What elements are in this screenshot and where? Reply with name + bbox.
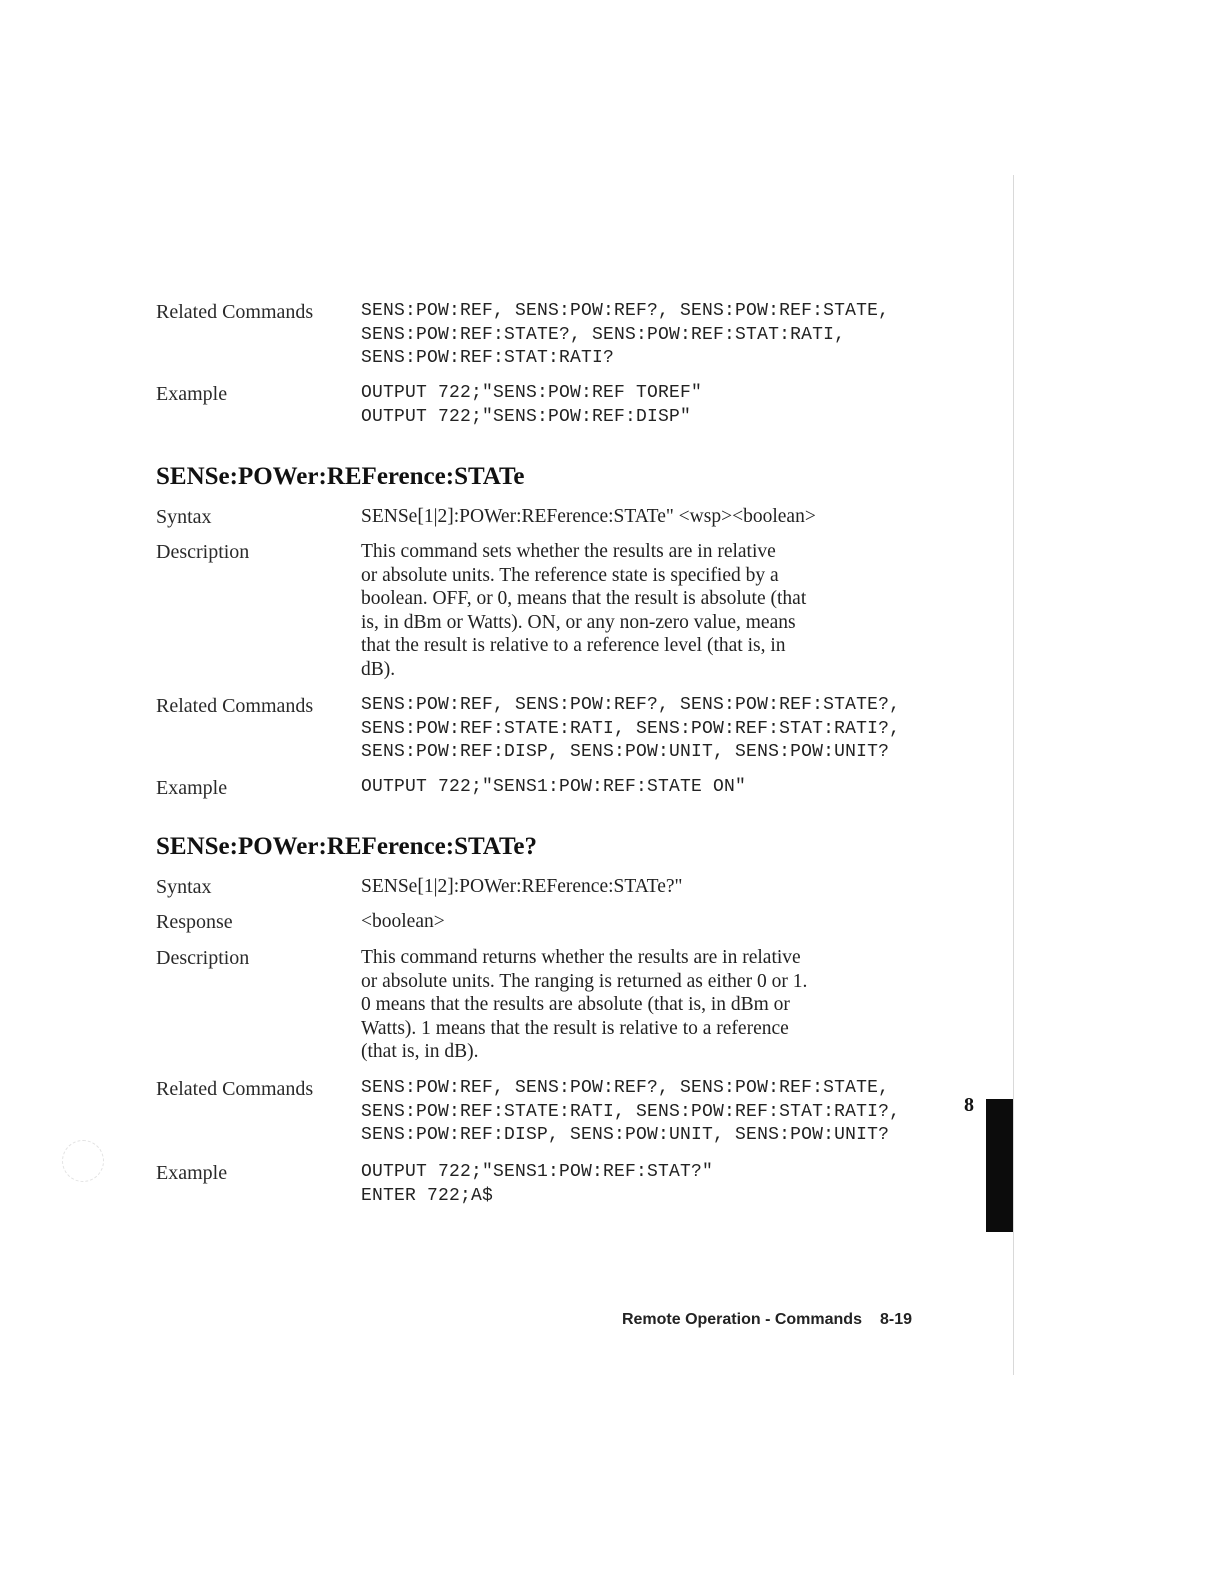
related-commands-label: Related Commands (156, 301, 314, 323)
related-commands-list (361, 694, 921, 765)
related-command-line: SENS:POW:REF:STAT:RATI? (361, 348, 615, 368)
page-footer (600, 1310, 912, 1330)
description-line: dB). (361, 658, 396, 680)
description-line: (that is, in dB). (361, 1041, 479, 1062)
related-command-line: SENS:POW:REF, SENS:POW:REF?, SENS:POW:REF:STATE?, (361, 695, 901, 715)
response-line: <boolean> (361, 911, 445, 932)
description-line: that the result is relative to a reference level (that is, in (361, 635, 786, 656)
description-text (361, 540, 921, 681)
related-commands-label: Related Commands (156, 1078, 314, 1100)
related-commands-list (361, 300, 921, 371)
syntax-line: SENSe[1|2]:POWer:REFerence:STATe?" (361, 876, 683, 897)
syntax-label: Syntax (156, 876, 212, 898)
related-command-line: SENS:POW:REF:DISP, SENS:POW:UNIT, SENS:POW:UNIT? (361, 742, 890, 762)
binder-hole-mark (62, 1140, 104, 1182)
related-commands-list (361, 1077, 921, 1148)
description-line: boolean. OFF, or 0, means that the result is absolute (that (361, 588, 807, 609)
related-command-line: SENS:POW:REF:STATE:RATI, SENS:POW:REF:STAT:RATI?, (361, 1101, 901, 1122)
description-line: 0 means that the results are absolute (that is, in dBm or (361, 994, 790, 1015)
description-line: This command sets whether the results are in relative (361, 541, 776, 562)
example-label: Example (156, 1162, 228, 1184)
example-label: Example (156, 383, 228, 405)
description-line: is, in dBm or Watts). ON, or any non-zero value, means (361, 611, 796, 633)
description-line: or absolute units. The reference state is specified by a (361, 564, 779, 586)
example-line: OUTPUT 722;"SENS:POW:REF TOREF" (361, 383, 703, 403)
syntax-text (361, 875, 921, 899)
example-label: Example (156, 777, 228, 799)
example-line: OUTPUT 722;"SENS1:POW:REF:STATE ON" (361, 777, 747, 797)
response-text (361, 910, 921, 934)
example-line: ENTER 722;A$ (361, 1185, 494, 1206)
page-number: 8-19 (879, 1311, 912, 1328)
response-label: Response (156, 911, 233, 933)
example-line: OUTPUT 722;"SENS:POW:REF:DISP" (361, 406, 692, 427)
description-line: This command returns whether the results are in relative (361, 947, 801, 968)
description-line: or absolute units. The ranging is returned as either 0 or 1. (361, 970, 808, 992)
example-code (361, 776, 921, 800)
chapter-tab-marker (986, 1099, 1013, 1232)
chapter-number: 8 (964, 1094, 974, 1116)
section-heading: SENSe:POWer:REFerence:STATe (156, 463, 525, 490)
description-text (361, 946, 921, 1064)
related-command-line: SENS:POW:REF:STATE?, SENS:POW:REF:STAT:RATI, (361, 324, 846, 345)
page-edge-divider (1013, 175, 1014, 1375)
syntax-label: Syntax (156, 506, 212, 528)
related-command-line: SENS:POW:REF, SENS:POW:REF?, SENS:POW:REF:STATE, (361, 301, 890, 321)
related-command-line: SENS:POW:REF, SENS:POW:REF?, SENS:POW:REF:STATE, (361, 1078, 890, 1098)
description-label: Description (156, 541, 250, 563)
description-line: Watts). 1 means that the result is relative to a reference (361, 1017, 789, 1039)
related-command-line: SENS:POW:REF:DISP, SENS:POW:UNIT, SENS:POW:UNIT? (361, 1125, 890, 1145)
example-line: OUTPUT 722;"SENS1:POW:REF:STAT?" (361, 1162, 714, 1182)
description-label: Description (156, 947, 250, 969)
footer-title: Remote Operation - Commands (621, 1311, 862, 1328)
example-code (361, 1161, 921, 1208)
section-heading: SENSe:POWer:REFerence:STATe? (156, 833, 537, 860)
syntax-text (361, 505, 921, 529)
related-command-line: SENS:POW:REF:STATE:RATI, SENS:POW:REF:STAT:RATI?, (361, 718, 901, 739)
syntax-line: SENSe[1|2]:POWer:REFerence:STATe" <wsp><boolean> (361, 506, 816, 527)
example-code (361, 382, 921, 429)
related-commands-label: Related Commands (156, 695, 314, 717)
